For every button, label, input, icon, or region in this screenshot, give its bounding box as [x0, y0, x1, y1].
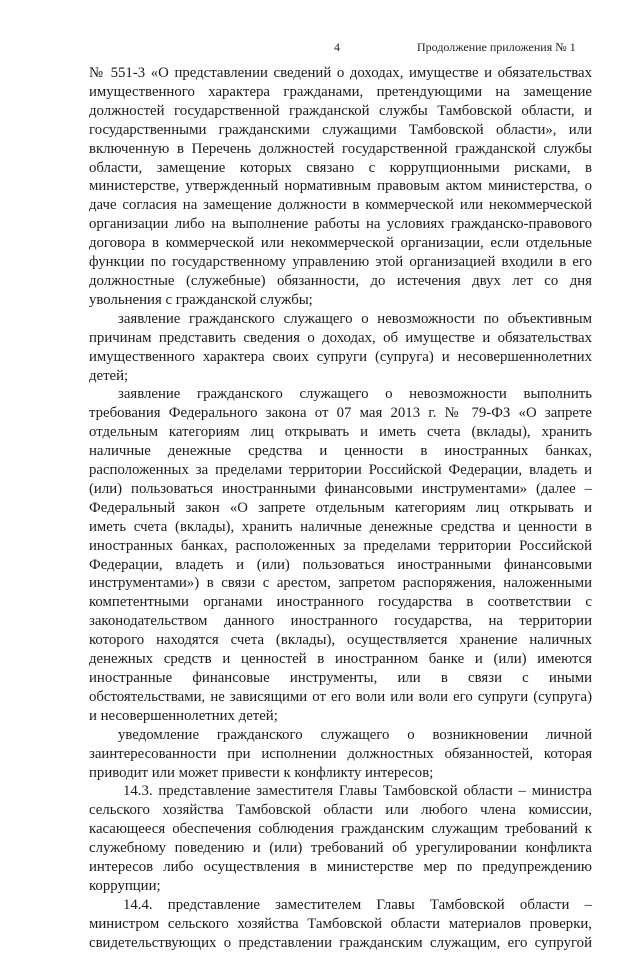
paragraph-line: компетентными органами иностранного государства в соответствии с	[89, 594, 592, 611]
paragraph-line: министерстве, утвержденный нормативным правовым актом министерства, о	[89, 178, 592, 195]
paragraph-line: инструментами») в связи с арестом, запретом распоряжения, наложенными	[89, 575, 592, 592]
paragraph-line: уведомление гражданского служащего о возникновении личной	[118, 726, 592, 743]
paragraph-line: иностранных банках, расположенных за пределами территории Российской	[89, 537, 592, 554]
paragraph-line: и несовершеннолетних детей;	[89, 707, 278, 724]
paragraph-line: заявление гражданского служащего о невозможности выполнить	[118, 386, 592, 403]
paragraph-line: увольнения с гражданской службы;	[89, 291, 313, 308]
paragraph-line: Федерации, владеть и (или) пользоваться иностранными финансовыми	[89, 556, 592, 573]
paragraph-line: договора в коммерческой или некоммерческой организации, если отдельные	[89, 235, 592, 252]
paragraph-line: приводит или может привести к конфликту интересов;	[89, 764, 434, 781]
paragraph-line: № 551-3 «О представлении сведений о доходах, имуществе и обязательствах	[89, 65, 592, 81]
paragraph-line: денежных средств и ценностей в иностранном банке и (или) имеются	[89, 651, 592, 668]
paragraph-line: имущественного характера гражданами, претендующими на замещение	[89, 83, 592, 100]
paragraph-line: которого находятся счета (вклады), осуществляется хранение наличных	[89, 632, 592, 649]
page-number: 4	[334, 40, 340, 54]
paragraph-line: должностей государственной гражданской службы Тамбовской области, и	[89, 102, 592, 119]
paragraph-line: служебному поведению и (или) требований об урегулировании конфликта	[89, 840, 592, 857]
paragraph-line: даче согласия на замещение должности в коммерческой или некоммерческой	[89, 197, 592, 214]
paragraph-line: области, замещение которых связано с коррупционными рисками, в	[89, 159, 592, 176]
paragraph-line: касающееся обеспечения соблюдения гражданским служащим требований к	[89, 821, 592, 838]
paragraph-line: детей;	[89, 367, 129, 384]
paragraph-line: интересов либо осуществления в министерстве мер по предупреждению	[89, 859, 592, 876]
paragraph-line: расположенных за пределами территории Российской Федерации, владеть и	[89, 462, 592, 479]
paragraph-line: законодательством данного иностранного государства, на территории	[89, 613, 592, 630]
paragraph-line: обстоятельствами, не зависящими от его воли или воли его супруги (супруга)	[89, 688, 592, 705]
paragraph-line: сельского хозяйства Тамбовской области или любого члена комиссии,	[89, 802, 592, 819]
paragraph-line: требования Федерального закона от 07 мая 2013 г. № 79-ФЗ «О запрете	[89, 405, 592, 422]
paragraph-line: 14.3. представление заместителя Главы Тамбовской области – министра	[123, 783, 592, 800]
paragraph-line: включенную в Перечень должностей государственной гражданской службы	[89, 140, 592, 157]
paragraph-line: отдельным категориям лиц открывать и иметь счета (вклады), хранить	[89, 424, 592, 441]
paragraph-line: функции по государственному управлению этой организацией входили в его	[89, 254, 592, 271]
paragraph-line: иметь счета (вклады), хранить наличные денежные средства и ценности в	[89, 518, 592, 535]
paragraph-line: должностные (служебные) обязанности, до истечения двух лет со дня	[89, 272, 592, 289]
paragraph-line: организации либо на выполнение работы на условиях гражданско-правового	[89, 216, 592, 233]
paragraph-line: министром сельского хозяйства Тамбовской области материалов проверки,	[89, 915, 592, 932]
paragraph-line: иностранные финансовые инструменты, или в связи с иными	[89, 670, 592, 686]
paragraph-line: государственными гражданскими служащими Тамбовской области», или	[89, 121, 592, 138]
paragraph-line: (или) пользоваться иностранными финансовыми инструментами» (далее –	[89, 480, 592, 497]
paragraph-line: причинам представить сведения о доходах, об имуществе и обязательствах	[89, 329, 592, 346]
paragraph-line: заявление гражданского служащего о невозможности по объективным	[118, 310, 592, 327]
document-body	[89, 64, 592, 953]
paragraph-line: заинтересованности при исполнении должностных обязанностей, которая	[89, 745, 592, 762]
paragraph-line: имущественного характера своих супруги (супруга) и несовершеннолетних	[89, 348, 592, 365]
paragraph-line: Федеральный закон «О запрете отдельным категориям лиц открывать и	[89, 499, 592, 516]
paragraph-line: наличные денежные средства и ценности в иностранных банках,	[89, 443, 592, 460]
paragraph-line: свидетельствующих о представлении гражданским служащим, его супругой	[89, 934, 592, 951]
continuation-note: Продолжение приложения № 1	[417, 40, 576, 54]
paragraph-line: 14.4. представление заместителем Главы Тамбовской области –	[123, 896, 592, 913]
paragraph-line: коррупции;	[89, 877, 161, 894]
